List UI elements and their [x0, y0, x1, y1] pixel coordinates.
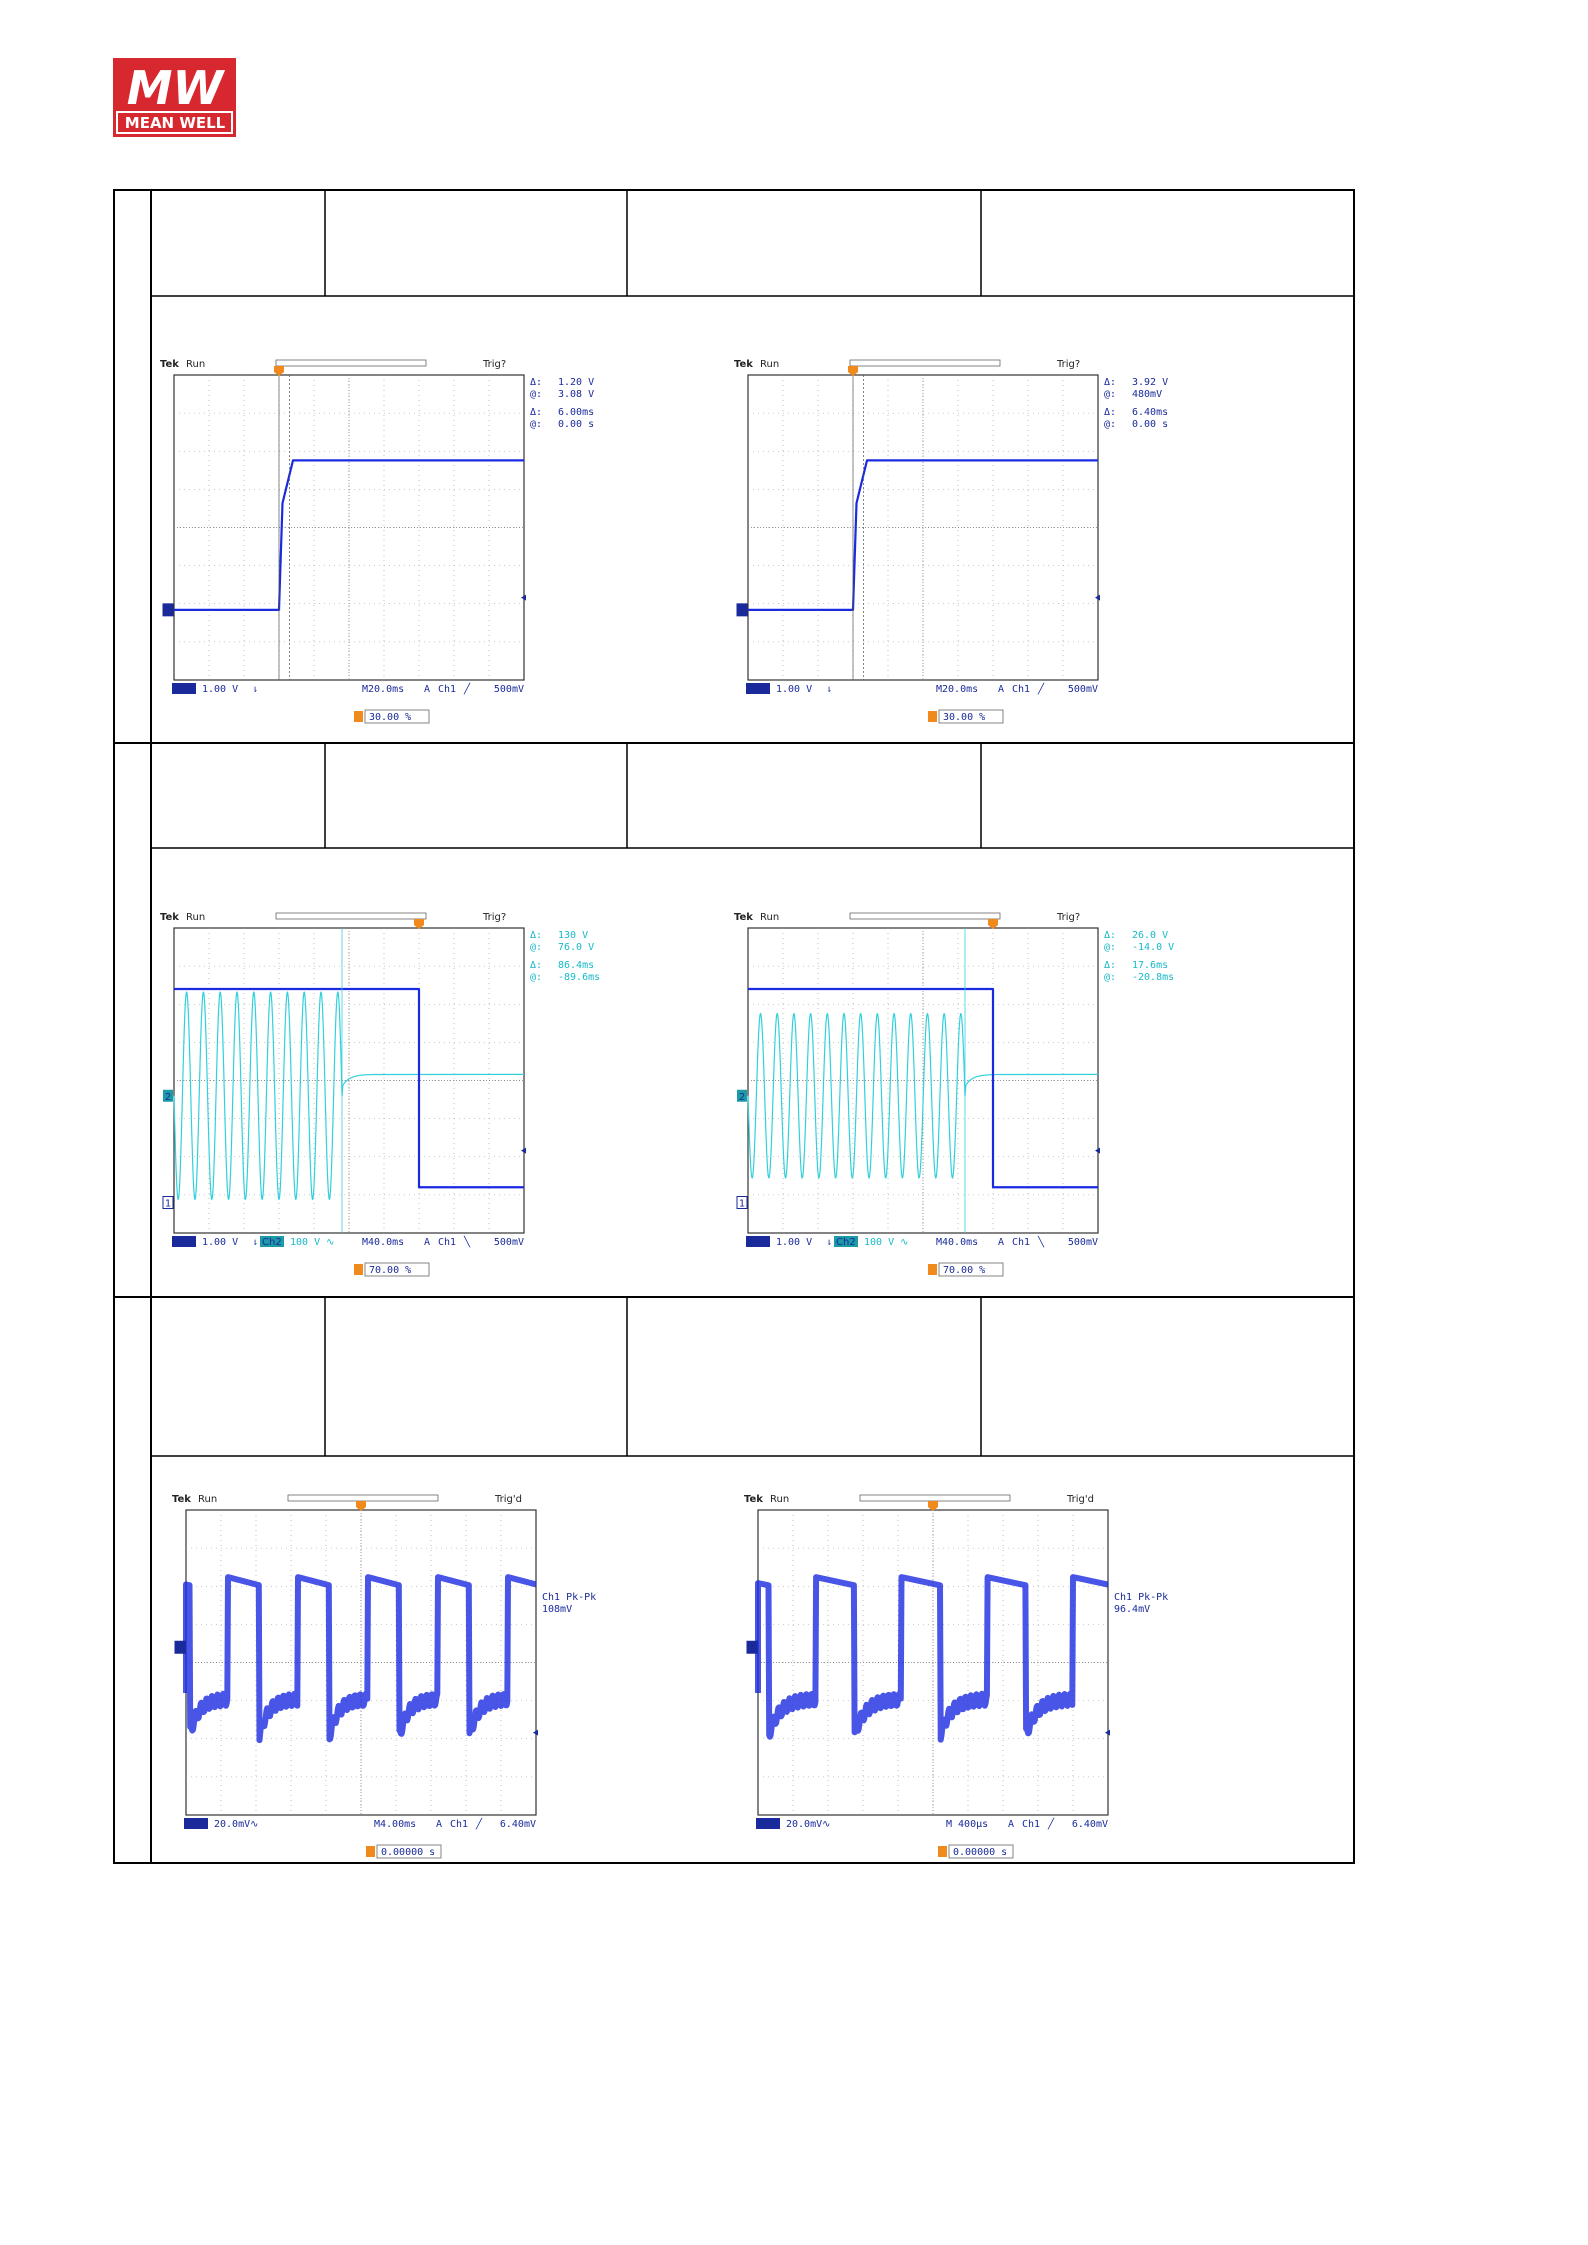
trigger-position-value: 70.00 %: [943, 1265, 986, 1276]
trigger-position-value: 30.00 %: [943, 712, 986, 723]
readout-value: 3.92 V: [1132, 377, 1169, 388]
footer-timebase: M40.0ms: [362, 1237, 405, 1248]
ch1-marker-label: 1: [164, 605, 172, 617]
trigger-position-icon: [354, 1264, 363, 1275]
footer-trigger-slope: ╱: [476, 1819, 483, 1830]
footer-channel: Ch1: [186, 1819, 206, 1830]
scope-capture-3: [158, 908, 608, 1283]
readout-symbol: @:: [1104, 972, 1117, 983]
record-bar: [850, 913, 1000, 919]
record-bar: [288, 1495, 438, 1501]
footer-trigger-channel: Ch1: [1012, 684, 1031, 695]
trigger-status: Trig?: [483, 359, 507, 370]
record-bar: [276, 360, 426, 366]
readout-symbol: Δ:: [1104, 407, 1117, 418]
footer-channel: Ch1: [748, 684, 768, 695]
readout-symbol: @:: [530, 972, 543, 983]
readout-symbol: @:: [530, 419, 543, 430]
readout-value: 0.00 s: [1132, 419, 1169, 430]
mean-well-logo: [113, 58, 236, 137]
readout-symbol: @:: [1104, 419, 1117, 430]
readout-symbol: Δ:: [530, 960, 543, 971]
footer-trigger-mode: A: [1008, 1819, 1015, 1830]
trigger-status: Trig?: [483, 912, 507, 923]
trigger-position-icon: [354, 711, 363, 722]
footer-channel: Ch1: [748, 1237, 768, 1248]
trigger-status: Trig?: [1057, 359, 1081, 370]
trigger-position-value: 0.00000 s: [381, 1847, 436, 1858]
footer-coupling: ⇂: [826, 1237, 833, 1248]
footer-trigger-channel: Ch1: [1012, 1237, 1031, 1248]
footer-scale: 20.0mV∿: [214, 1819, 259, 1830]
footer-timebase: M4.00ms: [374, 1819, 417, 1830]
readout-value: 480mV: [1132, 389, 1163, 400]
readout-value: 17.6ms: [1132, 960, 1169, 971]
footer-timebase: M20.0ms: [936, 684, 979, 695]
tek-logo-text: Tek: [734, 359, 753, 370]
footer-coupling: ⇂: [826, 684, 833, 695]
scope-capture-6: [742, 1490, 1192, 1865]
footer-ch2-scale: 100 V ∿: [290, 1237, 335, 1248]
footer-trigger-slope: ╱: [1038, 684, 1045, 695]
ch1-marker-label: 1: [738, 605, 746, 617]
run-status: Run: [186, 359, 206, 370]
readout-symbol: Δ:: [530, 407, 543, 418]
run-status: Run: [770, 1494, 790, 1505]
record-bar: [850, 360, 1000, 366]
readout-value: 26.0 V: [1132, 930, 1169, 941]
readout-symbol: Δ:: [1104, 377, 1117, 388]
footer-trigger-mode: A: [998, 1237, 1005, 1248]
footer-scale: 1.00 V: [202, 1237, 239, 1248]
ch1-marker-label: 1: [164, 1198, 172, 1210]
footer-trigger-mode: A: [424, 1237, 431, 1248]
scope-capture-2: [732, 355, 1182, 730]
readout-symbol: Δ:: [530, 930, 543, 941]
trigger-position-icon: [928, 711, 937, 722]
trigger-position-icon: [938, 1846, 947, 1857]
trigger-position-value: 70.00 %: [369, 1265, 412, 1276]
footer-trigger-channel: Ch1: [450, 1819, 469, 1830]
readout-value: 96.4mV: [1114, 1604, 1151, 1615]
footer-ch2-scale: 100 V ∿: [864, 1237, 909, 1248]
footer-scale: 20.0mV∿: [786, 1819, 831, 1830]
ch1-marker-label: 1: [748, 1643, 756, 1655]
footer-timebase: M20.0ms: [362, 684, 405, 695]
footer-trigger-channel: Ch1: [438, 684, 457, 695]
run-status: Run: [186, 912, 206, 923]
footer-trigger-level: 500mV: [1067, 684, 1098, 695]
run-status: Run: [198, 1494, 218, 1505]
footer-trigger-level: 500mV: [493, 684, 524, 695]
footer-channel: Ch1: [174, 684, 194, 695]
footer-trigger-slope: ╱: [464, 684, 471, 695]
footer-ch2: Ch2: [836, 1237, 856, 1248]
scope-capture-4: [732, 908, 1182, 1283]
footer-trigger-mode: A: [424, 684, 431, 695]
readout-value: -20.8ms: [1132, 972, 1175, 983]
readout-value: 1.20 V: [558, 377, 595, 388]
footer-trigger-slope: ╱: [1048, 1819, 1055, 1830]
trigger-position-value: 0.00000 s: [953, 1847, 1008, 1858]
footer-scale: 1.00 V: [202, 684, 239, 695]
footer-channel: Ch1: [174, 1237, 194, 1248]
trigger-position-value: 30.00 %: [369, 712, 412, 723]
scope-capture-1: [158, 355, 608, 730]
tek-logo-text: Tek: [172, 1494, 191, 1505]
run-status: Run: [760, 359, 780, 370]
footer-ch2: Ch2: [262, 1237, 282, 1248]
tek-logo-text: Tek: [160, 912, 179, 923]
footer-scale: 1.00 V: [776, 1237, 813, 1248]
readout-value: 0.00 s: [558, 419, 595, 430]
ch1-marker-label: 1: [176, 1643, 184, 1655]
readout-symbol: @:: [530, 942, 543, 953]
trigger-position-icon: [366, 1846, 375, 1857]
record-bar: [860, 1495, 1010, 1501]
footer-trigger-slope: ╲: [464, 1237, 471, 1248]
trigger-position-icon: [928, 1264, 937, 1275]
readout-value: Ch1 Pk-Pk: [1114, 1592, 1169, 1603]
footer-trigger-level: 500mV: [1067, 1237, 1098, 1248]
svg-text:MEAN WELL: MEAN WELL: [124, 114, 226, 132]
tek-logo-text: Tek: [160, 359, 179, 370]
trigger-status: Trig?: [1057, 912, 1081, 923]
footer-timebase: M40.0ms: [936, 1237, 979, 1248]
readout-value: -89.6ms: [558, 972, 601, 983]
tek-logo-text: Tek: [744, 1494, 763, 1505]
trigger-status: Trig'd: [495, 1494, 522, 1505]
footer-channel: Ch1: [758, 1819, 778, 1830]
footer-trigger-level: 6.40mV: [1071, 1819, 1108, 1830]
footer-trigger-level: 6.40mV: [499, 1819, 536, 1830]
tek-logo-text: Tek: [734, 912, 753, 923]
readout-symbol: @:: [1104, 942, 1117, 953]
readout-value: 130 V: [558, 930, 589, 941]
readout-value: 76.0 V: [558, 942, 595, 953]
readout-symbol: @:: [1104, 389, 1117, 400]
readout-value: 108mV: [542, 1604, 573, 1615]
svg-text:MW: MW: [126, 61, 224, 115]
footer-trigger-level: 500mV: [493, 1237, 524, 1248]
trigger-status: Trig'd: [1067, 1494, 1094, 1505]
footer-trigger-channel: Ch1: [1022, 1819, 1041, 1830]
readout-symbol: Δ:: [1104, 930, 1117, 941]
readout-value: 6.40ms: [1132, 407, 1169, 418]
ch1-marker-label: 1: [738, 1198, 746, 1210]
ch2-marker-label: 2: [164, 1091, 172, 1103]
readout-symbol: @:: [530, 389, 543, 400]
scope-capture-5: [170, 1490, 620, 1865]
footer-coupling: ⇂: [252, 1237, 259, 1248]
footer-trigger-mode: A: [436, 1819, 443, 1830]
readout-symbol: Δ:: [530, 377, 543, 388]
run-status: Run: [760, 912, 780, 923]
footer-timebase: M 400µs: [946, 1819, 989, 1830]
readout-value: Ch1 Pk-Pk: [542, 1592, 597, 1603]
readout-value: 6.00ms: [558, 407, 595, 418]
readout-value: 3.08 V: [558, 389, 595, 400]
readout-symbol: Δ:: [1104, 960, 1117, 971]
record-bar: [276, 913, 426, 919]
readout-value: -14.0 V: [1132, 942, 1175, 953]
readout-value: 86.4ms: [558, 960, 595, 971]
ch2-marker-label: 2: [738, 1091, 746, 1103]
footer-trigger-slope: ╲: [1038, 1237, 1045, 1248]
footer-trigger-mode: A: [998, 684, 1005, 695]
footer-coupling: ⇂: [252, 684, 259, 695]
footer-trigger-channel: Ch1: [438, 1237, 457, 1248]
footer-scale: 1.00 V: [776, 684, 813, 695]
